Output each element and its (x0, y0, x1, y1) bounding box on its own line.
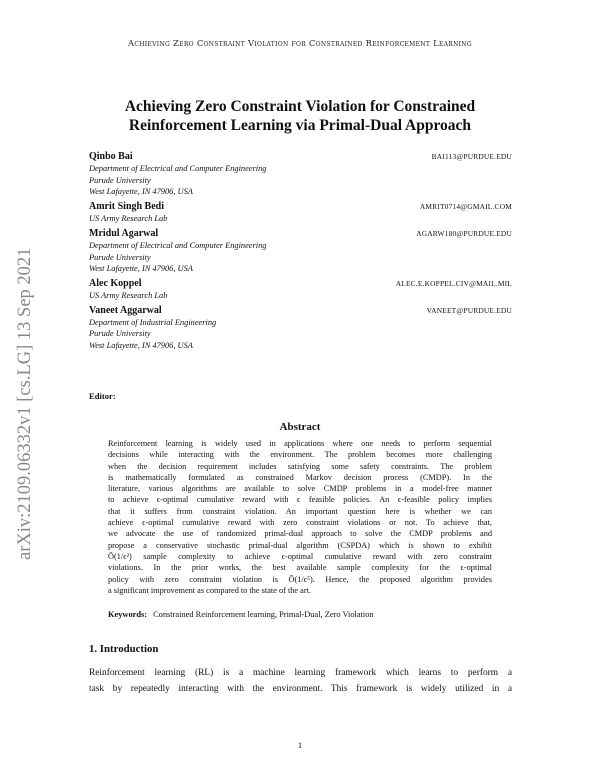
author-affiliation: Purude University (89, 175, 151, 185)
intro-line: task by repeatedly interacting with the environment. This framework is widely utilized in a (89, 684, 512, 694)
author-name: Qinbo Bai (89, 151, 133, 162)
author-affiliation: Purude University (89, 252, 151, 262)
abstract-line: when the decision requirement includes satisfying some safety constraints. The problem (108, 461, 492, 471)
abstract-line: violations. In the prior works, the best available sample complexity for the ϵ-optimal (108, 563, 492, 573)
author-email[interactable]: BAI113@PURDUE.EDU (431, 152, 512, 161)
running-head: Achieving Zero Constraint Violation for Constrained Reinforcement Learning (128, 38, 472, 48)
author-email[interactable]: ALEC.E.KOPPEL.CIV@MAIL.MIL (395, 278, 512, 288)
abstract-line: is mathematically formulated as constrained Markov decision process (CMDP). In the (108, 472, 492, 482)
author-affiliation: US Army Research Lab (89, 214, 168, 224)
author-affiliation: Department of Electrical and Computer Engineering (89, 240, 267, 250)
author-name: Amrit Singh Bedi (89, 201, 165, 213)
author-affiliation: US Army Research Lab (89, 290, 168, 300)
title-line: Reinforcement Learning via Primal-Dual Approach (128, 117, 472, 134)
keywords-label: Keywords: (108, 610, 148, 619)
author-entry (89, 150, 512, 198)
author-name: Mridul Agarwal (89, 227, 159, 239)
author-affiliation: Department of Industrial Engineering (89, 317, 217, 327)
title-line: Achieving Zero Constraint Violation for Constrained (124, 98, 476, 115)
abstract-line: decisions while interacting with the environment. The problem becomes more challenging (108, 450, 492, 460)
abstract-line: Reinforcement learning is widely used in applications where one needs to perform sequential (108, 439, 492, 448)
abstract-line: to achieve ϵ-optimal cumulative reward with ϵ feasible policies. An ϵ-feasible policy implies (108, 495, 492, 505)
author-affiliation: Purude University (89, 329, 151, 339)
author-email[interactable]: AMRIT0714@GMAIL.COM (419, 202, 512, 212)
abstract-line: a significant improvement as compared to the state of the art. (108, 585, 311, 595)
abstract-line: Õ(1/ϵ²) sample complexity to achieve ϵ-optimal cumulative reward with zero constraint (108, 551, 492, 561)
author-entry (89, 227, 512, 275)
keywords (108, 610, 492, 619)
author-entry (89, 304, 512, 352)
author-block (89, 150, 512, 354)
editor-label: Editor: (89, 391, 116, 401)
paper-title (0, 97, 600, 135)
author-affiliation: West Lafayette, IN 47906, USA (89, 264, 193, 274)
author-affiliation: West Lafayette, IN 47906, USA (89, 341, 193, 351)
author-affiliation: West Lafayette, IN 47906, USA (89, 187, 193, 197)
keywords-list: Constrained Reinforcement learning, Primal-Dual, Zero Violation (153, 610, 374, 619)
abstract-line: literature, various algorithms are available to solve CMDP problems in a model-free manner (108, 484, 492, 494)
intro-paragraph (89, 665, 512, 697)
author-affiliation: Department of Electrical and Computer Engineering (89, 164, 267, 173)
abstract-line: propose a conservative stochastic primal-dual algorithm (CSPDA) which is shown to exhibit (108, 540, 492, 550)
abstract-heading: Abstract (279, 421, 321, 433)
author-name: Vaneet Aggarwal (89, 304, 162, 316)
abstract-line: that it suffers from constraint violation. An important question here is whether we can (108, 506, 492, 516)
abstract-body (108, 438, 492, 596)
page-number: 1 (297, 740, 303, 750)
author-email[interactable]: AGARW180@PURDUE.EDU (416, 228, 512, 238)
arxiv-identifier: arXiv:2109.06332v1 [cs.LG] 13 Sep 2021 (15, 247, 35, 560)
author-entry (89, 277, 512, 302)
intro-line: Reinforcement learning (RL) is a machine learning framework which learns to perform a (89, 668, 512, 678)
author-name: Alec Koppel (89, 277, 142, 289)
abstract-line: policy with zero constraint violation is Õ(1/ϵ⁵). Hence, the proposed algorithm provides (108, 574, 492, 584)
author-entry (89, 200, 512, 225)
section-heading: 1. Introduction (89, 643, 159, 655)
abstract-line: achieve ϵ-optimal cumulative reward with zero constraint violations or not. To achieve that, (108, 518, 492, 528)
abstract-line: we advocate the use of randomized primal-dual approach to solve the CMDP problems and (108, 529, 492, 539)
author-email[interactable]: VANEET@PURDUE.EDU (426, 305, 512, 315)
